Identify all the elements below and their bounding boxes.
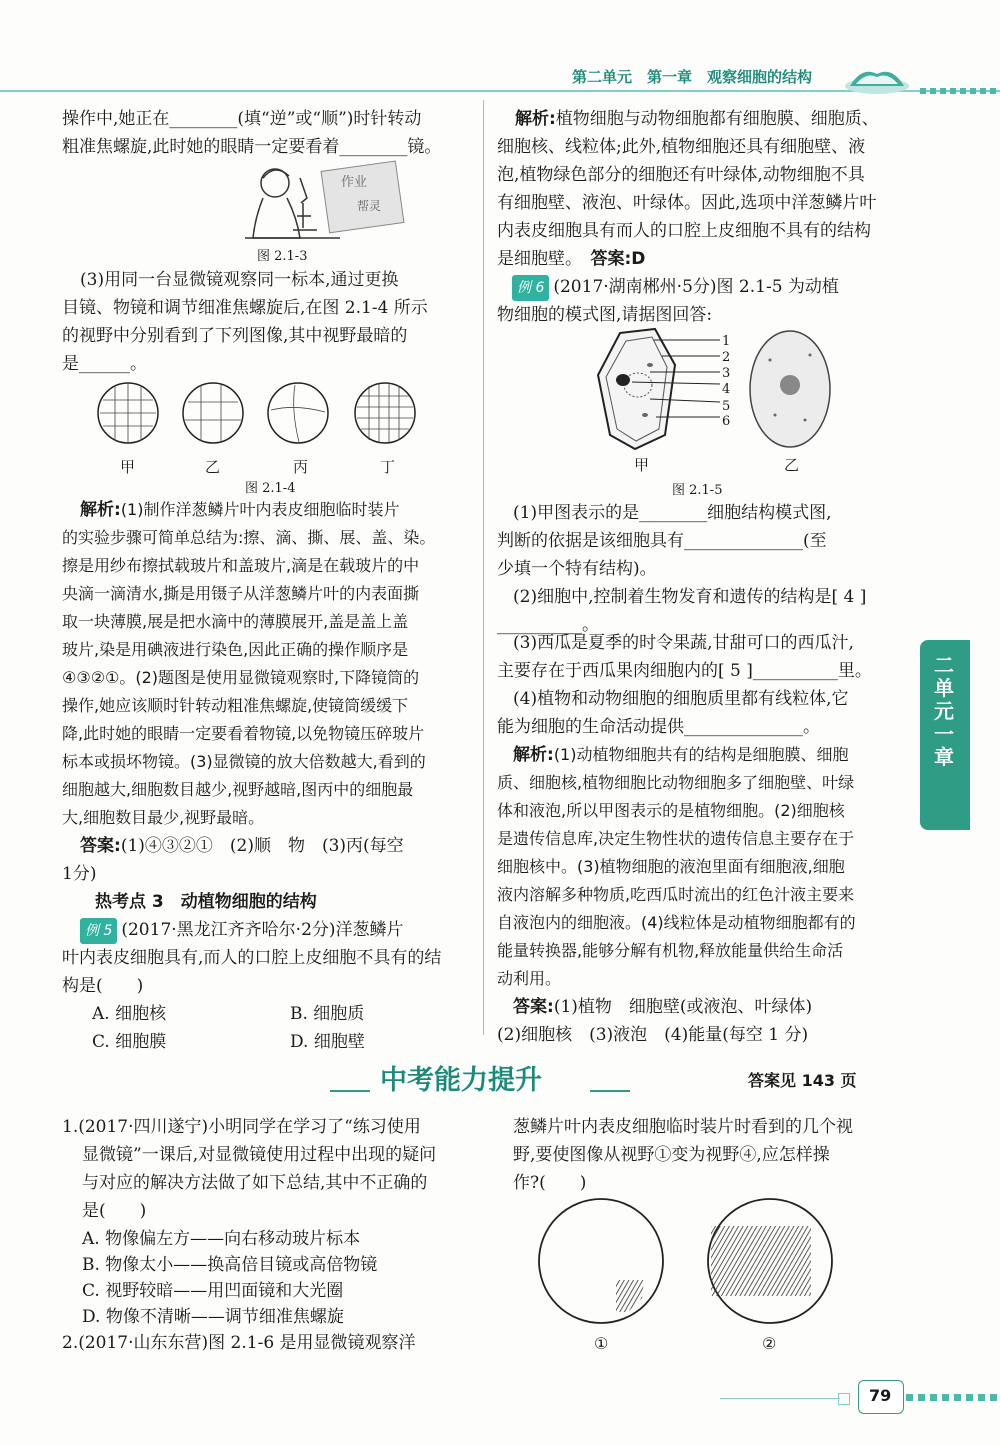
question-line: 作?( ) xyxy=(513,1173,587,1193)
student-microscope-illustration xyxy=(245,158,410,243)
question-line: 1.(2017·四川遂宁)小明同学在学习了“练习使用 xyxy=(62,1117,421,1137)
animal-cell xyxy=(750,331,830,447)
example-6-tag: 例 6 xyxy=(512,275,549,301)
view-label: 丁 xyxy=(380,458,396,476)
cell-label: 4 xyxy=(722,382,731,397)
question-line: 葱鳞片叶内表皮细胞临时装片时看到的几个视 xyxy=(513,1117,853,1137)
text-line: 物细胞的模式图,请据图回答: xyxy=(497,305,713,325)
view-circles xyxy=(528,1198,868,1328)
question-line: (1)甲图表示的是________细胞结构模式图, xyxy=(513,503,832,523)
view-ding xyxy=(355,383,415,443)
text-line: 是______。 xyxy=(62,354,147,374)
analysis-text: (1)动植物细胞共有的结构是细胞膜、细胞 xyxy=(553,745,849,764)
text-line: 操作中,她正在________(填“逆”或“顺”)时针转动 xyxy=(62,109,422,129)
question-line: 与对应的解决方法做了如下总结,其中不正确的 xyxy=(82,1173,428,1193)
analysis-line: 央滴一滴清水,撕是用镊子从洋葱鳞片叶的内表面撕 xyxy=(62,584,420,603)
analysis-line: 能量转换器,能够分解有机物,释放能量供给生命活 xyxy=(497,941,844,960)
analysis-text: 是细胞壁。 xyxy=(497,249,574,269)
analysis-line xyxy=(497,246,645,272)
example-5-tag: 例 5 xyxy=(80,918,117,944)
analysis-line: 细胞核中。(3)植物细胞的液泡里面有细胞液,细胞 xyxy=(497,857,845,876)
option-b[interactable]: B. 细胞质 xyxy=(290,1004,365,1024)
analysis-line: 玻片,染是用碘液进行染色,因此正确的操作顺序是 xyxy=(62,640,409,659)
view-label: 乙 xyxy=(205,458,221,476)
analysis-line: 泡,植物绿色部分的细胞还有叶绿体,动物细胞不具 xyxy=(497,165,865,185)
banner-rule xyxy=(330,1090,370,1092)
section-banner xyxy=(330,1056,640,1096)
option-c[interactable]: C. 细胞膜 xyxy=(92,1032,167,1052)
analysis-line: 是遗传信息库,决定生物性状的遗传信息主要存在于 xyxy=(497,829,855,848)
analysis-label: 解析: xyxy=(80,500,121,520)
figure-caption: 图 2.1-5 xyxy=(672,483,723,498)
column-divider xyxy=(483,100,484,1035)
option-a[interactable]: A. 细胞核 xyxy=(92,1004,167,1024)
chapter-side-tab[interactable] xyxy=(920,640,974,830)
analysis-label: 解析: xyxy=(515,109,556,129)
answer-line: 1分) xyxy=(62,864,97,884)
text-line: 叶内表皮细胞具有,而人的口腔上皮细胞不具有的结 xyxy=(62,948,442,968)
plant-cell xyxy=(598,329,675,449)
question-line: 显微镜”一课后,对显微镜使用过程中出现的疑问 xyxy=(82,1145,437,1165)
answer-label: 答案: xyxy=(80,836,121,856)
analysis-line: 动利用。 xyxy=(497,969,562,988)
analysis-line: 质、细胞核,植物细胞比动物细胞多了细胞壁、叶绿 xyxy=(497,773,855,792)
analysis-line: 细胞越大,细胞数目越少,视野越暗,图丙中的细胞最 xyxy=(62,780,414,799)
cell-label: 5 xyxy=(722,399,731,414)
option-d[interactable]: D. 细胞壁 xyxy=(290,1032,365,1052)
answer-line xyxy=(80,833,404,859)
book-text: 帮灵 xyxy=(357,199,382,213)
cell-label: 3 xyxy=(722,366,731,381)
example-6-text: (2017·湖南郴州·5分)图 2.1-5 为动植 xyxy=(553,277,839,297)
question-line: (2)细胞中,控制着生物发育和遗传的结构是[ 4 ] xyxy=(513,587,867,607)
view-circle-2 xyxy=(708,1199,832,1323)
question-line: 2.(2017·山东东营)图 2.1-6 是用显微镜观察洋 xyxy=(62,1333,416,1353)
book-logo-icon xyxy=(842,60,912,96)
option-a[interactable]: A. 物像偏左方——向右移动玻片标本 xyxy=(82,1229,361,1249)
footer-square xyxy=(838,1393,850,1405)
view-circle-label: ① xyxy=(594,1334,609,1353)
question-line: 少填一个特有结构)。 xyxy=(497,559,657,579)
analysis-line: 大,细胞数目最少,视野最暗。 xyxy=(62,808,265,827)
analysis-line: 细胞核、线粒体;此外,植物细胞还具有细胞壁、液 xyxy=(497,137,866,157)
analysis-line: 标本或损坏物镜。(3)显微镜的放大倍数越大,看到的 xyxy=(62,752,426,771)
question-line: __________。 xyxy=(497,615,599,635)
figure-caption: 图 2.1-3 xyxy=(257,249,308,264)
question-line: 能为细胞的生命活动提供______________。 xyxy=(497,717,820,737)
analysis-line: 内表皮细胞具有而人的口腔上皮细胞不具有的结构 xyxy=(497,221,871,241)
analysis-line xyxy=(513,742,848,768)
question-line: 野,要使图像从视野①变为视野④,应怎样操 xyxy=(513,1145,830,1165)
side-tab-label: 二单元 一章 xyxy=(934,653,974,769)
analysis-line: 擦是用纱布擦拭载玻片和盖玻片,滴是在载玻片的中 xyxy=(62,556,420,575)
example-5-line xyxy=(80,917,404,944)
answer-text: 答案:D xyxy=(590,249,646,269)
analysis-line xyxy=(80,497,399,523)
text-line: (3)用同一台显微镜观察同一标本,通过更换 xyxy=(80,270,399,290)
question-line: 主要存在于西瓜果肉细胞内的[ 5 ]__________里。 xyxy=(497,661,872,681)
text-line: 的视野中分别看到了下列图像,其中视野最暗的 xyxy=(62,326,408,346)
cell-label: 1 xyxy=(722,334,731,349)
section-title: 中考能力提升 xyxy=(380,1065,542,1096)
analysis-line: 的实验步骤可简单总结为:擦、滴、撕、展、盖、染。 xyxy=(62,528,436,547)
analysis-line: 液内溶解多种物质,吃西瓜时流出的红色汁液主要来 xyxy=(497,885,855,904)
analysis-line: 操作,她应该顺时针转动粗准焦螺旋,使镜筒缓缓下 xyxy=(62,696,409,715)
text-line: 构是( ) xyxy=(62,976,144,996)
header-bar xyxy=(0,60,1000,100)
footer-line xyxy=(720,1398,840,1399)
view-bing xyxy=(268,383,328,443)
analysis-line: 自液泡内的细胞液。(4)线粒体是动植物细胞都有的 xyxy=(497,913,856,932)
option-b[interactable]: B. 物像太小——换高倍目镜或高倍物镜 xyxy=(82,1255,378,1275)
cell-name-yi: 乙 xyxy=(784,456,800,474)
view-fields xyxy=(95,380,425,450)
footer-dots xyxy=(906,1394,1000,1401)
cell-label: 2 xyxy=(722,350,731,365)
answer-text: (1)植物 细胞壁(或液泡、叶绿体) xyxy=(553,997,813,1017)
analysis-line: 取一块薄膜,展是把水滴中的薄膜展开,盖是盖上盖 xyxy=(62,612,409,631)
analysis-line xyxy=(515,106,879,132)
view-circle-label: ② xyxy=(762,1334,777,1353)
figure-caption: 图 2.1-4 xyxy=(245,481,296,496)
hot-point-heading: 热考点 3 动植物细胞的结构 xyxy=(95,892,317,912)
answer-label: 答案: xyxy=(513,997,554,1017)
analysis-label: 解析: xyxy=(513,745,554,765)
page-number: 79 xyxy=(869,1386,892,1405)
analysis-line: 有细胞壁、液泡、叶绿体。因此,选项中洋葱鳞片叶 xyxy=(497,193,877,213)
answer-reference: 答案见 143 页 xyxy=(748,1071,857,1090)
view-label: 丙 xyxy=(293,458,309,476)
question-line: 判断的依据是该细胞具有______________(至 xyxy=(497,531,827,551)
header-dots xyxy=(920,88,1000,94)
option-c[interactable]: C. 视野较暗——用凹面镜和大光圈 xyxy=(82,1281,344,1301)
book-text: 作业 xyxy=(341,175,368,190)
answer-line: (2)细胞核 (3)液泡 (4)能量(每空 1 分) xyxy=(497,1025,809,1045)
answer-line xyxy=(513,994,812,1020)
banner-rule xyxy=(590,1090,630,1092)
question-line: (4)植物和动物细胞的细胞质里都有线粒体,它 xyxy=(513,689,849,709)
option-d[interactable]: D. 物像不清晰——调节细准焦螺旋 xyxy=(82,1307,344,1327)
analysis-text: 植物细胞与动物细胞都有细胞膜、细胞质、 xyxy=(555,109,879,129)
text-line: 目镜、物镜和调节细准焦螺旋后,在图 2.1-4 所示 xyxy=(62,298,428,318)
cell-diagram xyxy=(590,325,840,455)
view-label: 甲 xyxy=(120,458,136,476)
cell-label: 6 xyxy=(722,414,731,429)
analysis-line: 降,此时她的眼睛一定要看着物镜,以免物镜压碎玻片 xyxy=(62,724,425,743)
question-line: 是( ) xyxy=(82,1201,147,1221)
analysis-line: 体和液泡,所以甲图表示的是植物细胞。(2)细胞核 xyxy=(497,801,845,820)
answer-text: (1)④③②① (2)顺 物 (3)丙(每空 xyxy=(120,836,404,856)
page-number-box xyxy=(858,1380,904,1414)
question-line: (3)西瓜是夏季的时令果蔬,甘甜可口的西瓜汁, xyxy=(513,633,854,653)
example-5-text: (2017·黑龙江齐齐哈尔·2分)洋葱鳞片 xyxy=(121,920,404,940)
view-yi xyxy=(183,383,243,443)
breadcrumb: 第二单元 第一章 观察细胞的结构 xyxy=(572,68,813,86)
view-jia xyxy=(98,383,158,443)
cell-name-jia: 甲 xyxy=(634,456,650,474)
analysis-text: (1)制作洋葱鳞片叶内表皮细胞临时装片 xyxy=(120,500,400,519)
example-6-line xyxy=(512,274,839,301)
text-line: 粗准焦螺旋,此时她的眼睛一定要看着________镜。 xyxy=(62,137,442,157)
analysis-line: ④③②①。(2)题图是使用显微镜观察时,下降镜筒的 xyxy=(62,668,420,687)
view-circle-1 xyxy=(539,1199,663,1323)
